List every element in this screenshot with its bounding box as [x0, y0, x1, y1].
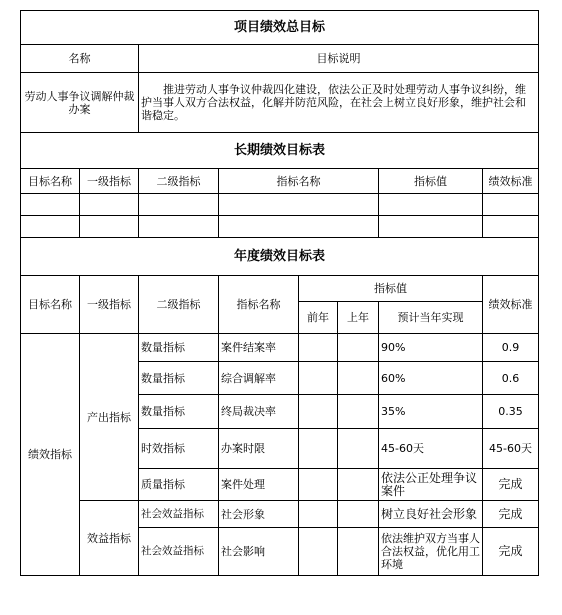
- row-forecast: 60%: [379, 362, 483, 395]
- row-prev-year: [299, 501, 338, 528]
- row-indicator: 案件结案率: [219, 334, 299, 362]
- row-level2: 数量指标: [139, 395, 219, 429]
- group-output: 产出指标: [80, 334, 139, 501]
- row-prev-year: [299, 528, 338, 576]
- row-level2: 质量指标: [139, 469, 219, 501]
- description-header: 目标说明: [139, 45, 539, 73]
- performance-table: [20, 10, 539, 576]
- annual-header-last-year: 上年: [338, 302, 379, 334]
- row-level2: 数量指标: [139, 362, 219, 395]
- annual-goal-name: 绩效指标: [21, 334, 80, 576]
- lt-header-value: 指标值: [379, 169, 483, 194]
- lt-header-goal: 目标名称: [21, 169, 80, 194]
- row-level2: 数量指标: [139, 334, 219, 362]
- section-title-annual: 年度绩效目标表: [21, 238, 539, 276]
- annual-header-value: 指标值: [299, 276, 483, 302]
- row-forecast: 依法公正处理争议案件: [379, 469, 483, 501]
- row-level2: 社会效益指标: [139, 501, 219, 528]
- row-standard: 完成: [483, 528, 539, 576]
- row-standard: 完成: [483, 469, 539, 501]
- project-description: 推进劳动人事争议仲裁四化建设，依法公正及时处理劳动人事争议纠纷，维护当事人双方合法权益，化解并防范风险，在社会上树立良好形象，维护社会和谐稳定。: [139, 73, 539, 133]
- row-prev-year: [299, 429, 338, 469]
- annual-header-prev-year: 前年: [299, 302, 338, 334]
- lt-header-level2: 二级指标: [139, 169, 219, 194]
- section-title-long-term: 长期绩效目标表: [21, 133, 539, 169]
- row-indicator: 终局裁决率: [219, 395, 299, 429]
- row-last-year: [338, 395, 379, 429]
- row-last-year: [338, 469, 379, 501]
- annual-header-indicator: 指标名称: [219, 276, 299, 334]
- annual-header-level1: 一级指标: [80, 276, 139, 334]
- project-name: 劳动人事争议调解仲裁办案: [21, 73, 139, 133]
- section-title-total: 项目绩效总目标: [21, 11, 539, 45]
- row-last-year: [338, 501, 379, 528]
- lt-empty-row: [21, 216, 539, 238]
- annual-header-level2: 二级指标: [139, 276, 219, 334]
- row-forecast: 依法维护双方当事人合法权益，优化用工环境: [379, 528, 483, 576]
- row-level2: 时效指标: [139, 429, 219, 469]
- annual-header-forecast: 预计当年实现: [379, 302, 483, 334]
- row-prev-year: [299, 362, 338, 395]
- row-indicator: 社会形象: [219, 501, 299, 528]
- lt-header-indicator: 指标名称: [219, 169, 379, 194]
- row-level2: 社会效益指标: [139, 528, 219, 576]
- lt-empty-row: [21, 194, 539, 216]
- group-benefit: 效益指标: [80, 501, 139, 576]
- name-header: 名称: [21, 45, 139, 73]
- row-last-year: [338, 528, 379, 576]
- row-standard: 0.35: [483, 395, 539, 429]
- lt-header-standard: 绩效标准: [483, 169, 539, 194]
- row-indicator: 办案时限: [219, 429, 299, 469]
- row-last-year: [338, 334, 379, 362]
- row-forecast: 树立良好社会形象: [379, 501, 483, 528]
- row-forecast: 35%: [379, 395, 483, 429]
- row-prev-year: [299, 334, 338, 362]
- annual-header-goal: 目标名称: [21, 276, 80, 334]
- row-prev-year: [299, 469, 338, 501]
- row-forecast: 45-60天: [379, 429, 483, 469]
- table-row: [21, 501, 539, 528]
- row-last-year: [338, 429, 379, 469]
- annual-header-standard: 绩效标准: [483, 276, 539, 334]
- row-forecast: 90%: [379, 334, 483, 362]
- row-indicator: 社会影响: [219, 528, 299, 576]
- row-standard: 完成: [483, 501, 539, 528]
- row-last-year: [338, 362, 379, 395]
- row-prev-year: [299, 395, 338, 429]
- lt-header-level1: 一级指标: [80, 169, 139, 194]
- row-standard: 45-60天: [483, 429, 539, 469]
- row-indicator: 案件处理: [219, 469, 299, 501]
- row-standard: 0.9: [483, 334, 539, 362]
- row-indicator: 综合调解率: [219, 362, 299, 395]
- row-standard: 0.6: [483, 362, 539, 395]
- table-row: [21, 334, 539, 362]
